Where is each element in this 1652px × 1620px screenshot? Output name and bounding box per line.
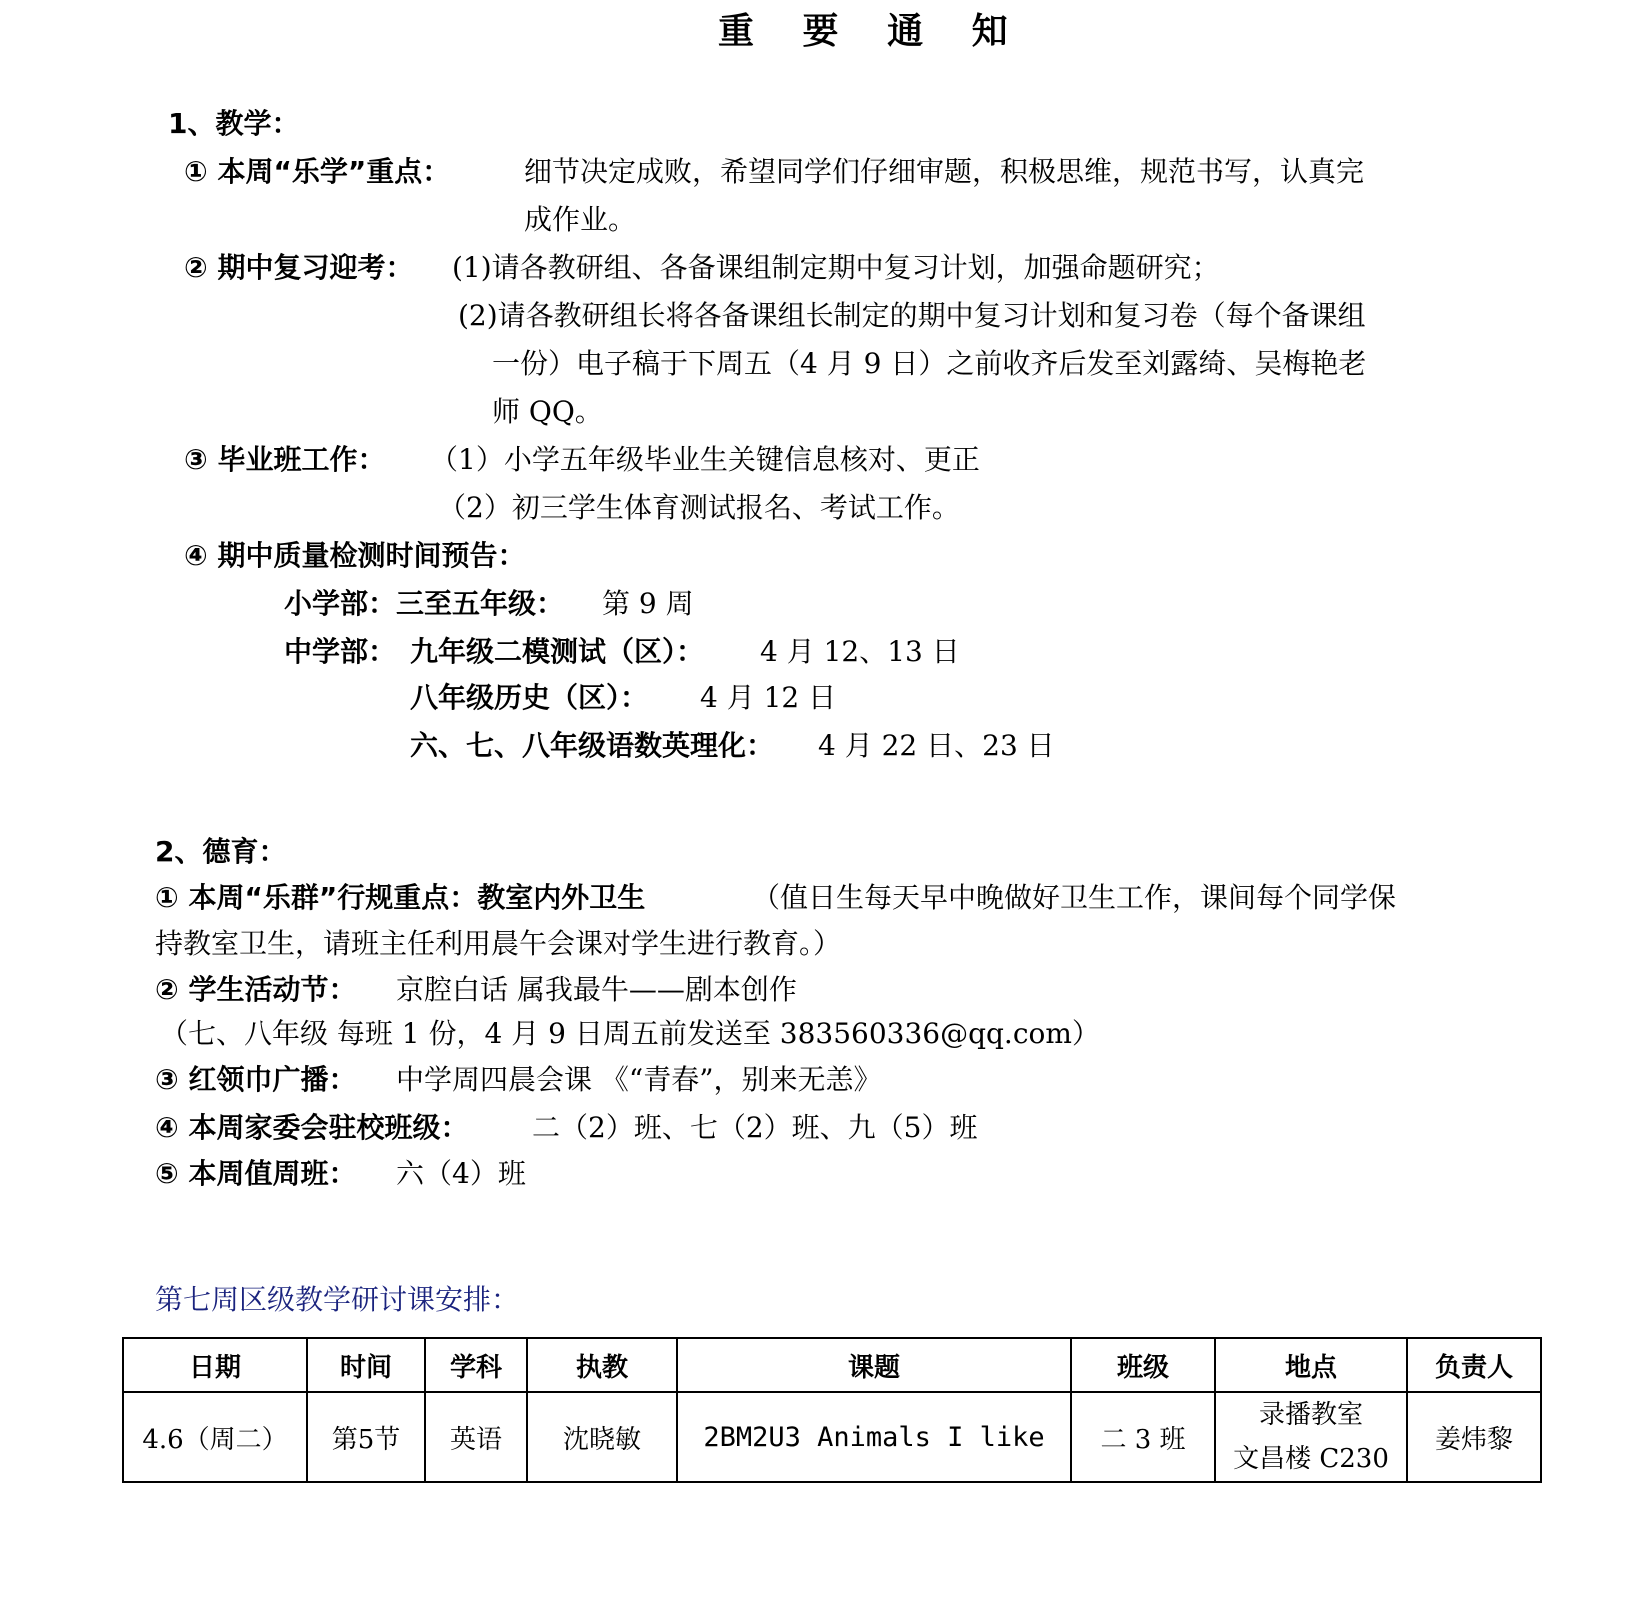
schedule-heading: 第七周区级教学研讨课安排： <box>155 1283 520 1316</box>
header-subject: 学科 <box>425 1338 527 1392</box>
section-teaching-heading: 1、教学： <box>168 107 300 140</box>
grades678-exam-label: 六、七、八年级语数英理化： <box>410 729 775 762</box>
grade9-exam-date: 4 月 12、13 日 <box>760 635 960 668</box>
table-header-row <box>123 1338 1541 1392</box>
moral-item-5-text: 六（4）班 <box>396 1157 526 1190</box>
teaching-item-4-label: ④ 期中质量检测时间预告： <box>184 539 526 572</box>
grades678-exam-date: 4 月 22 日、23 日 <box>818 729 1055 762</box>
moral-item-1-text: （值日生每天早中晚做好卫生工作，课间每个同学保 <box>752 881 1397 914</box>
teaching-item-1-label: ① 本周“乐学”重点： <box>184 155 451 188</box>
primary-schedule-value: 第 9 周 <box>602 587 694 620</box>
teaching-item-2-line-1: (1)请各教研组、各备课组制定期中复习计划，加强命题研究； <box>452 251 1220 284</box>
moral-item-2-label: ② 学生活动节： <box>155 973 357 1006</box>
cell-subject: 英语 <box>425 1392 527 1482</box>
page-title: 重 要 通 知 <box>718 11 1026 52</box>
cell-date: 4.6（周二） <box>123 1392 307 1482</box>
teaching-item-3-label: ③ 毕业班工作： <box>184 443 386 476</box>
header-location: 地点 <box>1215 1338 1407 1392</box>
moral-item-4-label: ④ 本周家委会驻校班级： <box>155 1111 469 1144</box>
teaching-item-2-line-3: 一份）电子稿于下周五（4 月 9 日）之前收齐后发至刘露绮、吴梅艳老 <box>492 347 1367 380</box>
teaching-item-1-text-cont: 成作业。 <box>524 203 637 236</box>
moral-item-5-label: ⑤ 本周值周班： <box>155 1157 357 1190</box>
header-time: 时间 <box>307 1338 425 1392</box>
teaching-item-2-line-2: (2)请各教研组长将各备课组长制定的期中复习计划和复习卷（每个备课组 <box>458 299 1366 332</box>
section-moral-heading: 2、德育： <box>155 835 287 868</box>
header-topic: 课题 <box>677 1338 1071 1392</box>
moral-item-3-text: 中学周四晨会课 《“青春”，别来无恙》 <box>396 1063 882 1096</box>
header-teacher: 执教 <box>527 1338 677 1392</box>
header-owner: 负责人 <box>1407 1338 1541 1392</box>
cell-topic: 2BM2U3 Animals I like <box>677 1392 1071 1482</box>
moral-item-2-note: （七、八年级 每班 1 份，4 月 9 日周五前发送至 383560336@qq.com） <box>160 1017 1100 1050</box>
table-row <box>123 1392 1541 1482</box>
teaching-item-3-line-1: （1）小学五年级毕业生关键信息核对、更正 <box>430 443 980 476</box>
primary-schedule-label: 小学部：三至五年级： <box>284 587 565 620</box>
cell-time: 第5节 <box>307 1392 425 1482</box>
schedule-table <box>122 1337 1542 1483</box>
moral-item-2-text: 京腔白话 属我最牛——剧本创作 <box>396 973 797 1006</box>
header-date: 日期 <box>123 1338 307 1392</box>
teaching-item-1-text: 细节决定成败，希望同学们仔细审题，积极思维，规范书写，认真完 <box>524 155 1365 188</box>
grade8-history-label: 八年级历史（区）： <box>410 681 649 714</box>
teaching-item-2-line-4: 师 QQ。 <box>492 395 603 428</box>
cell-location-line-1: 录播教室 <box>1258 1400 1363 1430</box>
grade8-history-date: 4 月 12 日 <box>700 681 837 714</box>
moral-item-1-label: ① 本周“乐群”行规重点：教室内外卫生 <box>155 881 646 914</box>
header-class: 班级 <box>1071 1338 1215 1392</box>
cell-location-line-2: 文昌楼 C230 <box>1233 1444 1389 1474</box>
cell-location <box>1215 1392 1407 1482</box>
cell-class: 二 3 班 <box>1071 1392 1215 1482</box>
teaching-item-2-label: ② 期中复习迎考： <box>184 251 414 284</box>
moral-item-4-text: 二（2）班、七（2）班、九（5）班 <box>532 1111 978 1144</box>
moral-item-3-label: ③ 红领巾广播： <box>155 1063 357 1096</box>
grade9-exam-label: 九年级二模测试（区）： <box>410 635 705 668</box>
middle-school-label: 中学部： <box>284 635 397 668</box>
cell-owner: 姜炜黎 <box>1407 1392 1541 1482</box>
moral-item-1-text-cont: 持教室卫生，请班主任利用晨午会课对学生进行教育。） <box>155 927 842 960</box>
cell-teacher: 沈晓敏 <box>527 1392 677 1482</box>
teaching-item-3-line-2: （2）初三学生体育测试报名、考试工作。 <box>438 491 960 524</box>
